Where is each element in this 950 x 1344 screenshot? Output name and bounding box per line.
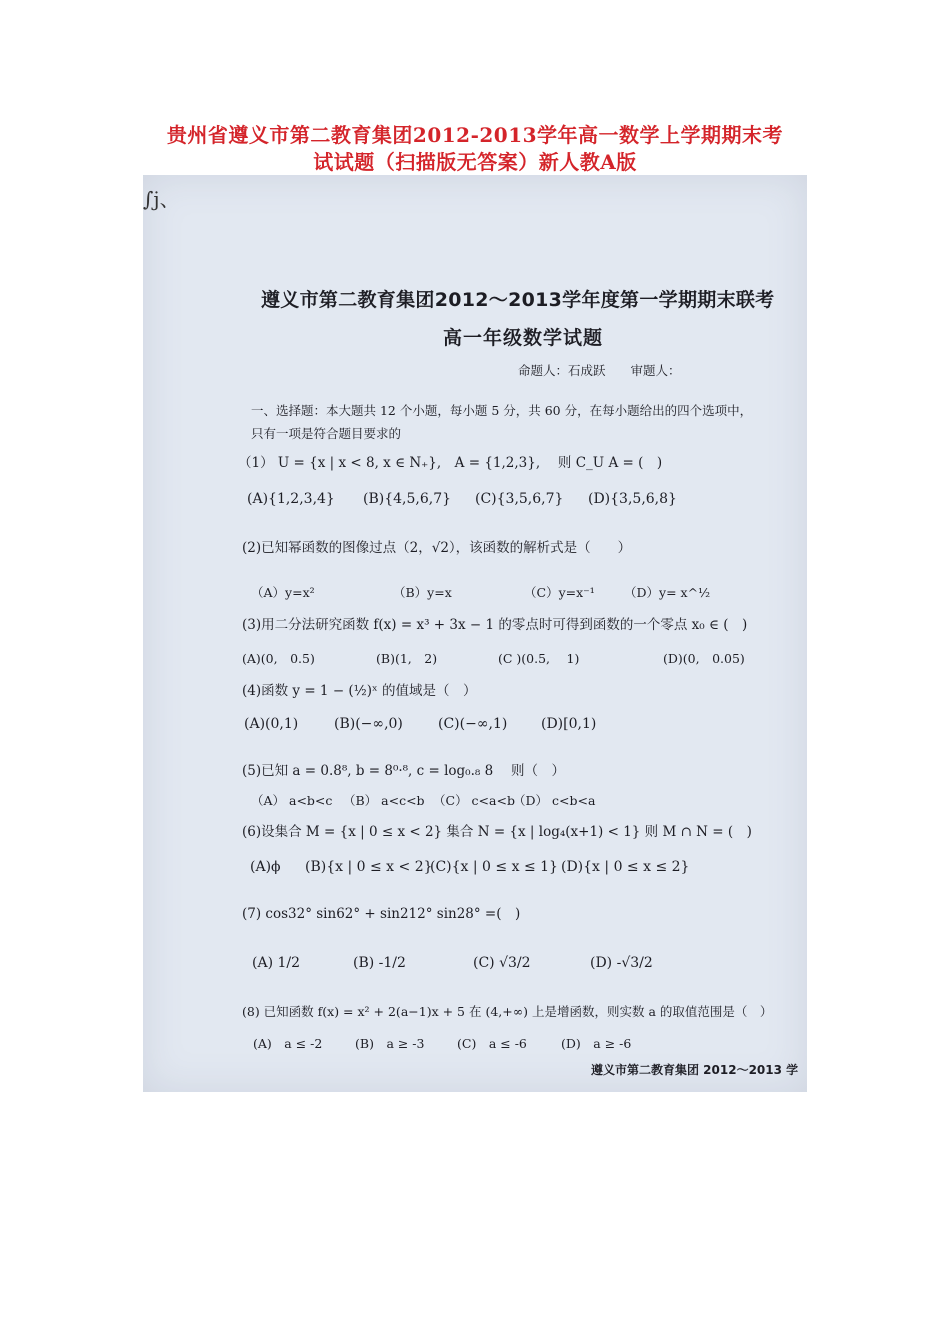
question-5-option-b: （B） a<c<b <box>343 793 425 808</box>
question-8-stem: (8) 已知函数 f(x) = x² + 2(a−1)x + 5 在 (4,+∞) 上是增函数，则实数 a 的取值范围是（ ） <box>242 1004 773 1019</box>
question-6-option-c: (C){x | 0 ≤ x ≤ 1} <box>430 859 558 875</box>
question-1-option-c: (C){3,5,6,7} <box>475 491 564 507</box>
question-5-option-d: （D） c<b<a <box>513 793 596 808</box>
question-2-option-a: （A）y=x² <box>251 585 315 600</box>
exam-title: 遵义市第二教育集团2012～2013学年度第一学期期末联考 <box>261 289 775 311</box>
question-6-stem: (6)设集合 M = {x | 0 ≤ x < 2} 集合 N = {x | log₄(x+1) < 1} 则 M ∩ N = ( ) <box>242 824 752 840</box>
document-title <box>60 122 890 176</box>
question-5-option-a: （A） a<b<c <box>251 793 333 808</box>
question-3-option-b: (B)(1, 2) <box>376 651 438 666</box>
question-1-option-b: (B){4,5,6,7} <box>363 491 452 507</box>
question-6-option-d: (D){x | 0 ≤ x ≤ 2} <box>561 859 690 875</box>
question-4-option-a: (A)(0,1) <box>244 716 299 732</box>
question-7-stem: (7) cos32° sin62° + sin212° sin28° =( ) <box>242 906 521 922</box>
question-8-option-c: (C) a ≤ -6 <box>457 1036 527 1051</box>
question-1-stem: （1） U = {x | x < 8, x ∈ N₊}, A = {1,2,3}, 则 C_U A = ( ) <box>238 455 663 471</box>
section-intro-line-1: 一、选择题：本大题共 12 个小题，每小题 5 分，共 60 分，在每小题给出的四个选项中， <box>251 403 753 418</box>
question-6-option-a: (A)ϕ <box>250 859 281 875</box>
question-8-option-d: (D) a ≥ -6 <box>561 1036 632 1051</box>
question-7-option-c: (C) √3/2 <box>473 955 531 971</box>
question-3-option-a: (A)(0, 0.5) <box>242 651 315 666</box>
corner-mark: ∫j、 <box>143 187 180 211</box>
question-2-option-b: （B）y=x <box>393 585 452 600</box>
section-intro-line-2: 只有一项是符合题目要求的 <box>251 426 402 441</box>
question-7-option-a: (A) 1/2 <box>252 955 301 971</box>
question-3-option-d: (D)(0, 0.05) <box>663 651 745 666</box>
question-7-option-b: (B) -1/2 <box>353 955 406 971</box>
question-3-option-c: (C )(0.5, 1) <box>498 651 580 666</box>
exam-authors: 命题人：石成跃 审题人： <box>518 363 681 378</box>
question-8-option-a: (A) a ≤ -2 <box>253 1036 323 1051</box>
question-6-option-b: (B){x | 0 ≤ x < 2} <box>305 859 433 875</box>
question-1-option-d: (D){3,5,6,8} <box>588 491 677 507</box>
scanned-exam-image <box>143 175 807 1092</box>
question-2-option-d: （D）y= x^½ <box>624 585 711 600</box>
question-5-option-c: （C） c<a<b <box>433 793 515 808</box>
question-2-option-c: （C）y=x⁻¹ <box>524 585 595 600</box>
question-4-option-d: (D)[0,1) <box>541 716 597 732</box>
document-title-line-2: 试试题（扫描版无答案）新人教A版 <box>313 150 637 174</box>
question-8-option-b: (B) a ≥ -3 <box>355 1036 425 1051</box>
question-7-option-d: (D) -√3/2 <box>590 955 653 971</box>
page-footer: 遵义市第二教育集团 2012～2013 学 <box>591 1063 799 1077</box>
document-title-line-1: 贵州省遵义市第二教育集团2012-2013学年高一数学上学期期末考 <box>166 123 784 147</box>
exam-subtitle: 高一年级数学试题 <box>443 327 604 349</box>
question-4-stem: (4)函数 y = 1 − (½)ˣ 的值域是（ ） <box>242 683 477 699</box>
question-3-stem: (3)用二分法研究函数 f(x) = x³ + 3x − 1 的零点时可得到函数的一个零点 x₀ ∈ ( ) <box>242 617 748 633</box>
question-4-option-b: (B)(−∞,0) <box>334 716 403 732</box>
question-2-stem: (2)已知幂函数的图像过点（2，√2），该函数的解析式是（ ） <box>242 540 632 556</box>
question-5-stem: (5)已知 a = 0.8⁸, b = 8⁰·⁸, c = log₀.₈ 8 则（ ） <box>242 763 565 779</box>
question-4-option-c: (C)(−∞,1) <box>438 716 508 732</box>
question-1-option-a: (A){1,2,3,4} <box>247 491 335 507</box>
